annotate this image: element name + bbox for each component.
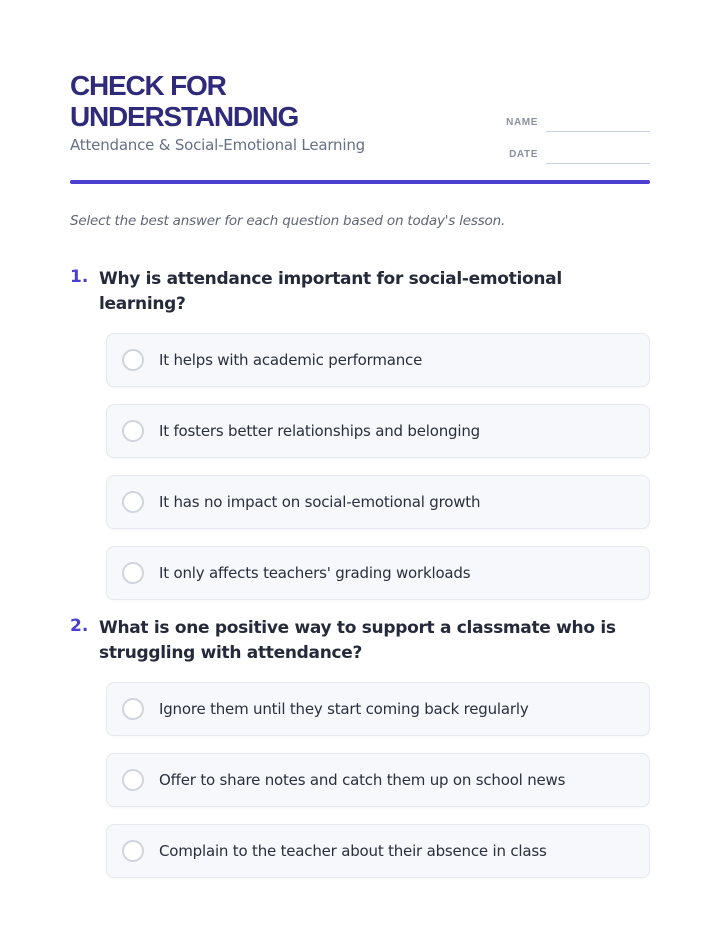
radio-button-icon[interactable] xyxy=(122,840,144,862)
date-line[interactable] xyxy=(546,163,650,164)
header-divider xyxy=(70,180,650,184)
radio-button-icon[interactable] xyxy=(122,349,144,371)
question-number: 2. xyxy=(70,616,89,636)
answer-option[interactable] xyxy=(106,404,650,458)
answer-options xyxy=(106,333,650,600)
answer-option[interactable] xyxy=(106,546,650,600)
question-1 xyxy=(70,267,650,617)
radio-button-icon[interactable] xyxy=(122,769,144,791)
radio-button-icon[interactable] xyxy=(122,562,144,584)
answer-option-label: Ignore them until they start coming back regularly xyxy=(159,700,529,718)
name-label: NAME xyxy=(506,117,538,128)
answer-option[interactable] xyxy=(106,753,650,807)
question-number: 1. xyxy=(70,267,89,287)
name-field[interactable] xyxy=(442,108,650,132)
page-subtitle: Attendance & Social-Emotional Learning xyxy=(70,136,365,154)
answer-option-label: Complain to the teacher about their absence in class xyxy=(159,842,547,860)
date-label: DATE xyxy=(509,149,538,160)
title-line-2: UNDERSTANDING xyxy=(70,101,299,132)
date-field[interactable] xyxy=(442,140,650,164)
question-2 xyxy=(70,616,650,895)
answer-option-label: It only affects teachers' grading workloads xyxy=(159,564,471,582)
answer-option[interactable] xyxy=(106,682,650,736)
question-header xyxy=(70,267,650,317)
page-title xyxy=(70,70,330,132)
name-line[interactable] xyxy=(546,131,650,132)
student-info-fields xyxy=(442,108,650,172)
radio-button-icon[interactable] xyxy=(122,420,144,442)
question-header xyxy=(70,616,650,666)
question-text: Why is attendance important for social-emotional learning? xyxy=(99,269,562,314)
question-text: What is one positive way to support a classmate who is struggling with attendance? xyxy=(99,618,616,663)
answer-option[interactable] xyxy=(106,475,650,529)
worksheet-header xyxy=(70,70,650,160)
answer-option-label: It fosters better relationships and belonging xyxy=(159,422,480,440)
answer-option[interactable] xyxy=(106,824,650,878)
answer-option[interactable] xyxy=(106,333,650,387)
instructions-text: Select the best answer for each question based on today's lesson. xyxy=(70,213,506,229)
radio-button-icon[interactable] xyxy=(122,698,144,720)
answer-option-label: It has no impact on social-emotional growth xyxy=(159,493,481,511)
answer-options xyxy=(106,682,650,878)
answer-option-label: Offer to share notes and catch them up on school news xyxy=(159,771,566,789)
answer-option-label: It helps with academic performance xyxy=(159,351,423,369)
title-line-1: CHECK FOR xyxy=(70,70,226,101)
radio-button-icon[interactable] xyxy=(122,491,144,513)
